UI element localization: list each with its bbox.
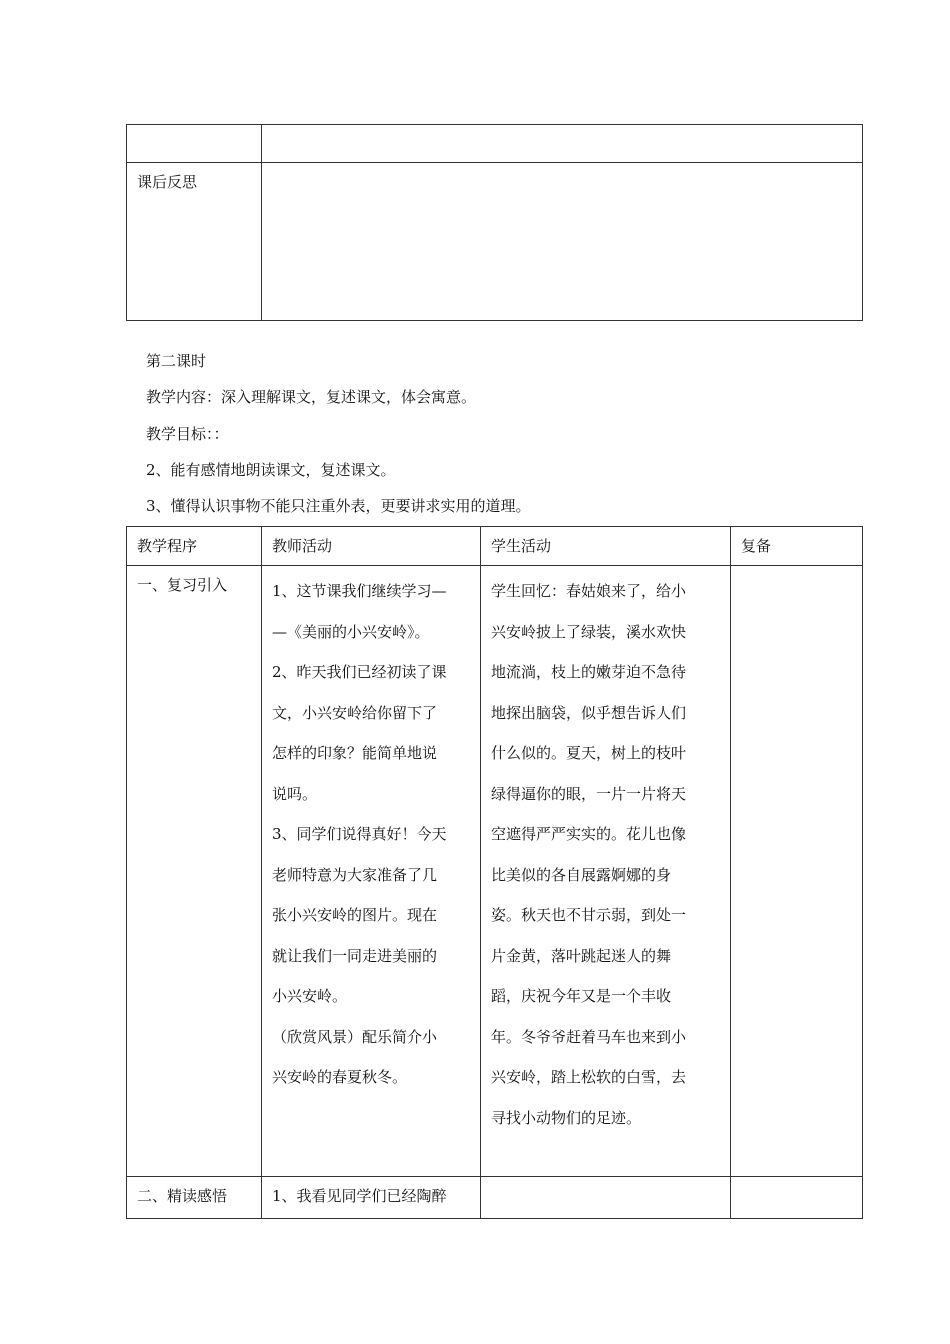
reflection-table <box>126 124 863 321</box>
student-line: 地流淌，枝上的嫩芽迫不急待 <box>491 663 687 681</box>
table-row <box>127 125 863 163</box>
teaching-goals-heading: 教学目标：： <box>146 425 229 443</box>
teacher-line: 3、同学们说得真好！今天 <box>272 825 447 843</box>
teacher-line: 小兴安岭。 <box>272 987 348 1005</box>
student-line: 地探出脑袋，似乎想告诉人们 <box>491 703 687 722</box>
reflection-label-cell <box>127 163 262 321</box>
student-line: 比美似的各自展露婀娜的身 <box>491 865 672 884</box>
teaching-goal-2: 2、能有感情地朗读课文，复述课文。 <box>146 461 396 479</box>
teacher-line: 1、我看见同学们已经陶醉 <box>272 1187 447 1205</box>
student-activity-cell <box>481 566 731 1177</box>
table-cell <box>262 125 863 163</box>
student-line: 蹈，庆祝今年又是一个丰收 <box>491 987 672 1005</box>
step-label: 二、精读感悟 <box>137 1187 228 1205</box>
teacher-activity-cell <box>262 1177 481 1219</box>
table-cell <box>127 125 262 163</box>
teacher-line: 1、这节课我们继续学习— <box>272 582 447 600</box>
prep-cell <box>731 566 863 1177</box>
reflection-label: 课后反思 <box>137 173 198 191</box>
table-row <box>127 566 863 1177</box>
student-line: 学生回忆：春姑娘来了，给小 <box>491 582 687 600</box>
period-title: 第二课时 <box>146 352 207 370</box>
reflection-content-cell <box>262 163 863 321</box>
student-line: 姿。秋天也不甘示弱，到处一 <box>491 906 687 924</box>
teaching-goal-3: 3、懂得认识事物不能只注重外表，更要讲求实用的道理。 <box>146 497 531 515</box>
header-cell: 学生活动 <box>481 527 731 566</box>
teaching-content: 教学内容：深入理解课文，复述课文，体会寓意。 <box>146 388 477 406</box>
student-activity-cell <box>481 1177 731 1219</box>
teacher-line: 说吗。 <box>272 784 318 803</box>
student-line: 寻找小动物们的足迹。 <box>491 1108 642 1127</box>
teacher-line: —《美丽的小兴安岭》。 <box>272 622 430 641</box>
step-cell <box>127 566 262 1177</box>
header-cell: 复备 <box>731 527 863 566</box>
student-line: 什么似的。夏天，树上的枝叶 <box>491 744 687 762</box>
teacher-activity-cell <box>262 566 481 1177</box>
teacher-line: 文，小兴安岭给你留下了 <box>272 703 438 722</box>
prep-cell <box>731 1177 863 1219</box>
header-cell: 教师活动 <box>262 527 481 566</box>
student-line: 绿得逼你的眼，一片一片将天 <box>491 784 687 803</box>
step-cell <box>127 1177 262 1219</box>
table-header-row <box>127 527 863 566</box>
student-line: 兴安岭，踏上松软的白雪，去 <box>491 1068 687 1086</box>
teacher-line: 老师特意为大家准备了几 <box>272 865 438 884</box>
teacher-line: （欣赏风景）配乐简介小 <box>272 1027 438 1046</box>
student-line: 兴安岭披上了绿装，溪水欢快 <box>491 622 687 641</box>
student-line: 片金黄，落叶跳起迷人的舞 <box>491 946 672 965</box>
step-label: 一、复习引入 <box>137 576 228 594</box>
teacher-line: 2、昨天我们已经初读了课 <box>272 663 447 681</box>
teacher-line: 就让我们一同走进美丽的 <box>272 946 438 965</box>
student-line: 空遮得严严实实的。花儿也像 <box>491 825 687 843</box>
header-cell: 教学程序 <box>127 527 262 566</box>
teacher-line: 兴安岭的春夏秋冬。 <box>272 1068 408 1086</box>
lesson-table <box>126 526 863 1219</box>
teacher-line: 张小兴安岭的图片。现在 <box>272 906 438 924</box>
table-row <box>127 1177 863 1219</box>
teacher-line: 怎样的印象？能简单地说 <box>272 744 438 762</box>
student-line: 年。冬爷爷赶着马车也来到小 <box>491 1027 687 1046</box>
table-row <box>127 163 863 321</box>
